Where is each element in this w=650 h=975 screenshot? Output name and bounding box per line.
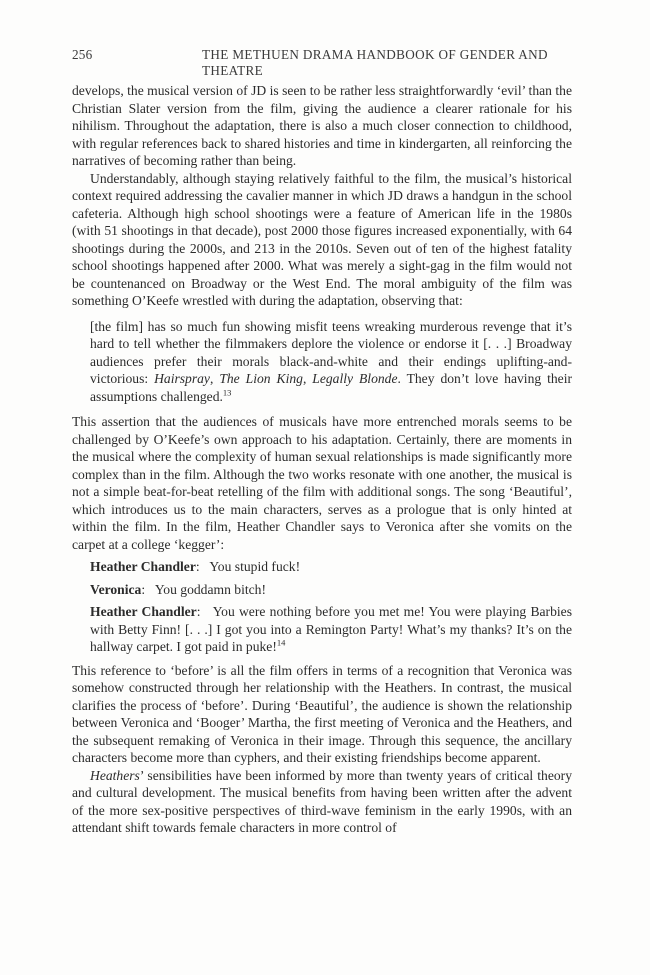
dialogue-line — [90, 558, 572, 576]
dialogue-text: You goddamn bitch! — [154, 581, 266, 597]
dialogue-line — [90, 581, 572, 599]
body-text — [72, 82, 572, 837]
quote-title-lion-king: The Lion King — [219, 371, 303, 386]
quote-separator: , — [209, 371, 220, 386]
running-head: THE METHUEN DRAMA HANDBOOK OF GENDER AND THEATRE — [202, 47, 548, 78]
dialogue-line — [90, 603, 572, 656]
page-number: 256 — [72, 47, 93, 62]
quote-separator: , — [302, 371, 313, 386]
quote-title-hairspray: Hairspray — [154, 371, 210, 386]
dialogue-colon: : — [196, 604, 201, 619]
paragraph-1: develops, the musical version of JD is seen to be rather less straightforwardly ‘evil’ than the Christian Slater version from the film, giving the audience a clearer rationale for his nihilism. Throughout the adaptation, there is also a much closer connection to childhood, with regular references back to shared histories and time in kindergarten, all reinforcing the narratives of becoming rather than being. — [72, 83, 572, 168]
dialogue-block — [90, 558, 572, 656]
dialogue-speaker: Heather Chandler — [90, 559, 196, 574]
dialogue-text: You stupid fuck! — [209, 559, 301, 574]
dialogue-speaker: Veronica — [90, 581, 142, 597]
block-quote — [90, 318, 572, 406]
quote-text-b: . They don’t love having their assumptions challenged. — [90, 371, 573, 404]
paragraph-5 — [72, 767, 572, 837]
page-header — [72, 47, 578, 78]
dialogue-text: You were nothing before you met me! You were playing Barbies with Betty Finn! [. . .] I got you into a Remington Party! What’s my thanks? It’s on the hallway carpet. I got paid in puke! — [90, 604, 572, 654]
footnote-marker: 14 — [276, 637, 286, 648]
dialogue-colon: : — [141, 581, 146, 597]
paragraph-3: This assertion that the audiences of musicals have more entrenched morals seems to be challenged by O’Keefe’s own approach to his adaptation. Certainly, there are moments in the musical where the complexity of human sexual relationships is made significantly more complex than in the film. Although the two works resonate with one another, the musical is not a simple beat-for-beat retelling of the film with additional songs. The song ‘Beautiful’, which introduces us to the main characters, serves as a prologue that is only hinted at within the film. In the film, Heather Chandler says to Veronica after she vomits on the carpet at a college ‘kegger’: — [72, 414, 572, 552]
footnote-marker: 13 — [222, 386, 232, 397]
italic-title-heathers: Heathers — [90, 767, 140, 783]
dialogue-colon: : — [195, 559, 200, 574]
paragraph-4: This reference to ‘before’ is all the film offers in terms of a recognition that Veronica was somehow constructed through her relationship with the Heathers. In contrast, the musical clarifies the process of ‘before’. During ‘Beautiful’, the audience is shown the relationship between Veronica and ‘Booger’ Martha, the first meeting of Veronica and the Heathers, and the subsequent remaking of Veronica in their image. Through this sequence, the ancillary characters become more than cyphers, and their existing friendships become apparent. — [72, 662, 572, 765]
paragraph-5-text: ’ sensibilities have been informed by more than twenty years of critical theory and cultural development. The musical benefits from having been written after the advent of the more sex-positive perspectives of third-wave feminism in the early 1990s, with an attendant shift towards female characters in more control of — [72, 767, 572, 835]
quote-text-a: [the film] has so much fun showing misfit teens wreaking murderous revenge that it’s hard to tell whether the filmmakers deplore the violence or endorse it [. . .] Broadway audiences prefer their morals black-and-white and their endings uplifting-and-victorious: — [90, 318, 572, 386]
dialogue-speaker: Heather Chandler — [90, 604, 197, 619]
paragraph-2: Understandably, although staying relatively faithful to the film, the musical’s historical context required addressing the cavalier manner in which JD draws a handgun in the school cafeteria. Although high school shootings were a feature of American life in the 1980s (with 51 shootings in that decade), post 2000 those figures increased exponentially, with 64 shootings during the 2000s, and 213 in the 2010s. Seven out of ten of the highest fatality school shootings happened after 2000. What was merely a sight-gag in the film would not be countenanced on Broadway or the West End. The moral ambiguity of the film was something O’Keefe wrestled with during the adaptation, observing that: — [72, 170, 572, 308]
quote-title-legally-blonde: Legally Blonde — [312, 371, 398, 386]
